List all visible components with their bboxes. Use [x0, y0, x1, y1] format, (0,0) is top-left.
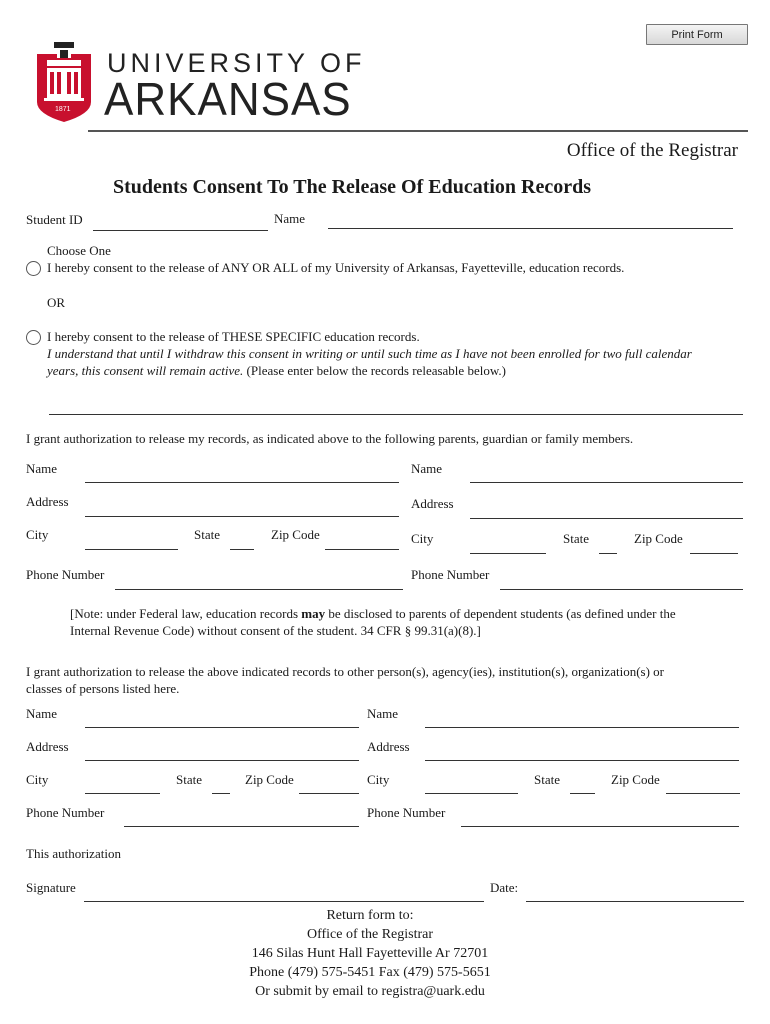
others-address-field-2[interactable] — [425, 744, 739, 761]
student-name-label: Name — [274, 211, 306, 226]
others-address-field-1[interactable] — [85, 744, 359, 761]
family-city-field-1[interactable] — [85, 533, 178, 550]
others-name-label-1: Name — [26, 706, 58, 721]
family-address-field-1[interactable] — [85, 500, 399, 517]
others-city-field-2[interactable] — [425, 777, 518, 794]
family-phone-label-1: Phone Number — [26, 567, 105, 582]
signature-label: Signature — [26, 880, 76, 895]
consent-understand-plain: (Please enter below the records releasable below.) — [243, 363, 506, 378]
others-city-field-1[interactable] — [85, 777, 160, 794]
page-title: Students Consent To The Release Of Education Records — [113, 176, 592, 198]
others-state-label-2: State — [534, 772, 560, 787]
family-zip-field-2[interactable] — [690, 537, 738, 554]
logo-year: 1871 — [55, 106, 71, 113]
consent-understand-italic: years, this consent will remain active. — [47, 363, 244, 378]
consent-specific-radio[interactable] — [26, 330, 41, 345]
ferpa-note-line-2: Internal Revenue Code) without consent of the student. 34 CFR § 99.31(a)(8).] — [70, 623, 481, 638]
family-city-label-2: City — [411, 531, 434, 546]
others-zip-label-1: Zip Code — [245, 772, 294, 787]
student-id-field[interactable] — [93, 214, 268, 231]
family-city-label-1: City — [26, 527, 49, 542]
consent-all-label: I hereby consent to the release of ANY OR ALL of my University of Arkansas, Fayetteville, education records. — [47, 260, 625, 275]
others-state-label-1: State — [176, 772, 202, 787]
others-phone-label-1: Phone Number — [26, 805, 105, 820]
or-label: OR — [47, 295, 66, 310]
consent-all-radio[interactable] — [26, 261, 41, 276]
student-id-label: Student ID — [26, 212, 83, 227]
return-address — [0, 906, 740, 1001]
others-phone-field-1[interactable] — [124, 810, 359, 827]
others-phone-field-2[interactable] — [461, 810, 739, 827]
consent-understand-2 — [47, 363, 506, 379]
family-state-field-1[interactable] — [230, 533, 254, 550]
family-address-label-1: Address — [26, 494, 69, 509]
family-address-label-2: Address — [411, 496, 454, 511]
others-address-label-2: Address — [367, 739, 410, 754]
family-intro: I grant authorization to release my records, as indicated above to the following parents, guardian or family members. — [26, 431, 634, 446]
ferpa-note-line-1 — [70, 606, 676, 622]
authorization-label: This authorization — [26, 846, 121, 861]
header-rule — [88, 130, 748, 132]
signature-field[interactable] — [84, 885, 484, 902]
others-name-field-1[interactable] — [85, 711, 359, 728]
return-line-1: Return form to: — [326, 908, 414, 923]
others-zip-label-2: Zip Code — [611, 772, 660, 787]
family-state-field-2[interactable] — [599, 537, 617, 554]
others-name-field-2[interactable] — [425, 711, 739, 728]
family-state-label-1: State — [194, 527, 220, 542]
others-zip-field-2[interactable] — [666, 777, 740, 794]
family-phone-field-1[interactable] — [115, 573, 403, 590]
others-state-field-1[interactable] — [212, 777, 230, 794]
family-zip-label-1: Zip Code — [271, 527, 320, 542]
consent-understand-1: I understand that until I withdraw this consent in writing or until such time as I have not been enrolled for two full calendar — [47, 346, 692, 361]
choose-one-label: Choose One — [47, 243, 111, 258]
ferpa-note-part-1: [Note: under Federal law, education records — [70, 606, 302, 621]
family-phone-field-2[interactable] — [500, 573, 743, 590]
family-city-field-2[interactable] — [470, 537, 546, 554]
others-name-label-2: Name — [367, 706, 399, 721]
family-address-field-2[interactable] — [470, 502, 743, 519]
others-phone-label-2: Phone Number — [367, 805, 446, 820]
logo-arkansas: ARKANSAS — [104, 74, 352, 126]
family-state-label-2: State — [563, 531, 589, 546]
consent-specific-label: I hereby consent to the release of THESE SPECIFIC education records. — [47, 329, 420, 344]
specific-records-field[interactable] — [49, 398, 743, 415]
student-name-field[interactable] — [328, 212, 733, 229]
office-title: Office of the Registrar — [566, 140, 738, 161]
family-name-label-2: Name — [411, 461, 443, 476]
family-zip-label-2: Zip Code — [634, 531, 683, 546]
return-line-3: 146 Silas Hunt Hall Fayetteville Ar 72701 — [251, 946, 489, 961]
return-line-5: Or submit by email to registra@uark.edu — [255, 984, 485, 999]
others-city-label-2: City — [367, 772, 390, 787]
others-zip-field-1[interactable] — [299, 777, 359, 794]
family-name-label-1: Name — [26, 461, 58, 476]
others-state-field-2[interactable] — [570, 777, 595, 794]
others-address-label-1: Address — [26, 739, 69, 754]
print-form-button[interactable]: Print Form — [646, 24, 748, 45]
university-logo — [34, 40, 364, 130]
others-city-label-1: City — [26, 772, 49, 787]
ferpa-note-part-2: be disclosed to parents of dependent students (as defined under the — [325, 606, 676, 621]
family-zip-field-1[interactable] — [325, 533, 399, 550]
return-line-2: Office of the Registrar — [306, 927, 434, 942]
family-name-field-1[interactable] — [85, 466, 399, 483]
family-name-field-2[interactable] — [470, 466, 743, 483]
others-intro-2: classes of persons listed here. — [26, 681, 180, 696]
date-field[interactable] — [526, 885, 744, 902]
ferpa-note-bold: may — [301, 606, 326, 621]
others-intro-1: I grant authorization to release the above indicated records to other person(s), agency(ies), institution(s), organization(s) or — [26, 664, 664, 679]
family-phone-label-2: Phone Number — [411, 567, 490, 582]
date-label: Date: — [490, 880, 519, 895]
logo-university-of: UNIVERSITY OF — [107, 48, 366, 78]
return-line-4: Phone (479) 575-5451 Fax (479) 575-5651 — [249, 965, 491, 980]
